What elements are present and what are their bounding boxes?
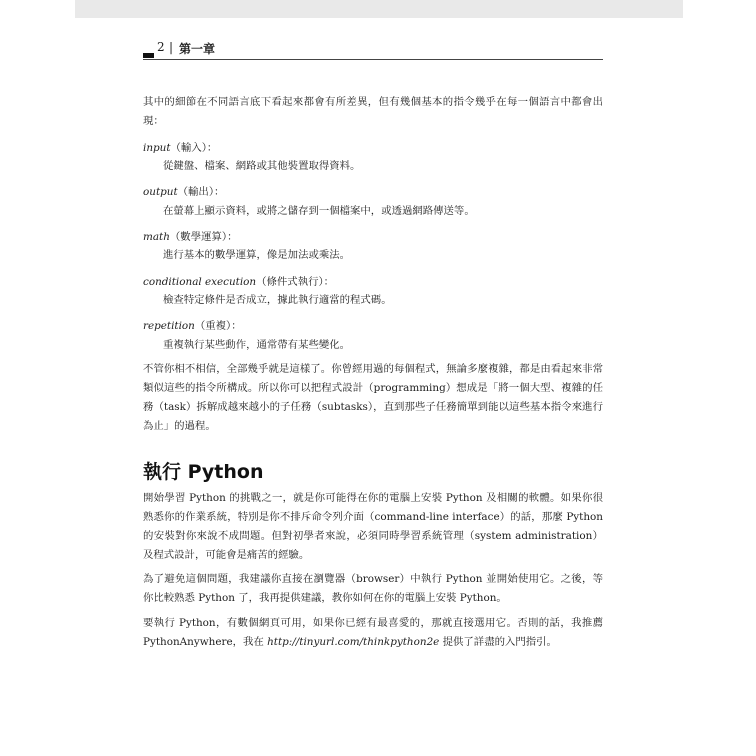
header-rule (143, 59, 603, 60)
page-header (143, 40, 603, 62)
chapter-title: 第一章 (179, 42, 216, 56)
section-title: 執行 Python (143, 461, 264, 483)
term-name: repetition (143, 320, 195, 332)
paragraph-install: 開始學習 Python 的挑戰之一，就是你可能得在你的電腦上安裝 Python 及相關的軟體。如果你很熟悉你的作業系統，特別是你不排斥命令列介面（command-line interface）的話，那麼 Python 的安裝對你來說不成問題。但對初學者來說，必須同時學習系統管理（system administration）及程式設計，可能會是痛苦的經驗。 (143, 492, 603, 561)
term-name: math (143, 231, 170, 243)
term-conditional-execution (143, 274, 334, 290)
term-input (143, 140, 217, 156)
paragraph-text-after: 提供了詳盡的入門指引。 (439, 636, 557, 648)
header-separator: | (169, 40, 174, 54)
term-label: （數學運算）： (169, 231, 238, 243)
term-repetition (143, 318, 242, 334)
page-number: 2 (157, 40, 165, 54)
top-scan-bar (75, 0, 683, 18)
definition-input: 從鍵盤、檔案、網路或其他裝置取得資料。 (163, 160, 361, 172)
paragraph-pythonanywhere (143, 614, 603, 652)
term-name: output (143, 186, 178, 198)
definition-repetition: 重複執行某些動作，通常帶有某些變化。 (163, 339, 351, 351)
term-math (143, 229, 237, 245)
term-name: input (143, 142, 171, 154)
definition-math: 進行基本的數學運算，像是加法或乘法。 (163, 249, 351, 261)
term-label: （條件式執行）： (256, 276, 335, 288)
paragraph-text-before: 要執行 Python，有數個網頁可用，如果你已經有最喜愛的，那就直接選用它。否則的話，我推薦 PythonAnywhere，我在 (143, 617, 603, 648)
tinyurl-link[interactable]: http://tinyurl.com/thinkpython2e (267, 636, 440, 648)
term-output (143, 184, 224, 200)
definition-conditional-execution: 檢查特定條件是否成立，據此執行適當的程式碼。 (163, 294, 392, 306)
term-label: （重複）： (194, 320, 242, 332)
term-name: conditional execution (143, 276, 257, 288)
term-label: （輸出）： (177, 186, 225, 198)
summary-paragraph: 不管你相不相信，全部幾乎就是這樣了。你曾經用過的每個程式，無論多麼複雜，都是由看起來非常類似這些的指令所構成。所以你可以把程式設計（programming）想成是「將一個大型、複雜的任務（task）拆解成越來越小的子任務（subtasks），直到那些子任務簡單到能以這些基本指令來進行為止」的過程。 (143, 363, 603, 432)
paragraph-browser: 為了避免這個問題，我建議你直接在瀏覽器（browser）中執行 Python 並開始使用它。之後，等你比較熟悉 Python 了，我再提供建議，教你如何在你的電腦上安裝 Python。 (143, 573, 603, 604)
header-mark (143, 53, 154, 58)
intro-paragraph: 其中的細節在不同語言底下看起來都會有所差異，但有幾個基本的指令幾乎在每一個語言中都會出現： (143, 96, 603, 127)
term-label: （輸入）： (170, 142, 218, 154)
definition-output: 在螢幕上顯示資料，或將之儲存到一個檔案中，或透過網路傳送等。 (163, 205, 475, 217)
